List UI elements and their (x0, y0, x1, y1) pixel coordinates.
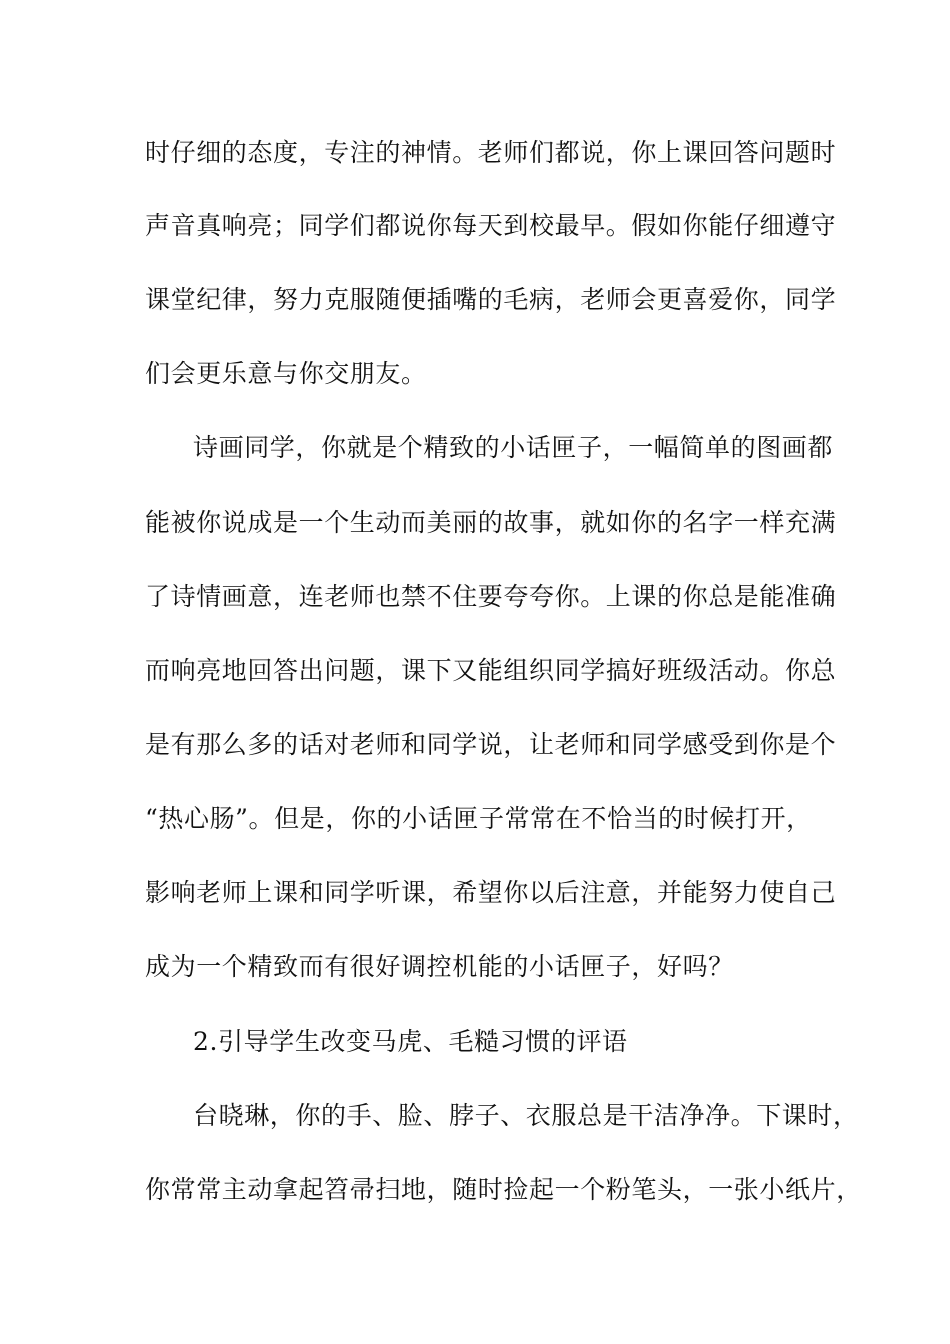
text-line: 时仔细的态度，专注的神情。老师们都说，你上课回答问题时 (145, 138, 837, 167)
text-line: 了诗情画意，连老师也禁不住要夸夸你。上课的你总是能准确 (145, 582, 837, 611)
text-line: 能被你说成是一个生动而美丽的故事，就如你的名字一样充满 (145, 508, 837, 537)
paragraph-start-line: 诗画同学，你就是个精致的小话匣子，一幅简单的图画都 (193, 433, 834, 462)
text-line: 声音真响亮；同学们都说你每天到校最早。假如你能仔细遵守 (145, 211, 837, 240)
text-line: 成为一个精致而有很好调控机能的小话匣子，好吗？ (145, 952, 734, 981)
text-line: 课堂纪律，努力克服随便插嘴的毛病，老师会更喜爱你，同学 (145, 285, 837, 314)
text-line: “热心肠”。但是，你的小话匣子常常在不恰当的时候打开， (145, 804, 812, 833)
text-line: 你常常主动拿起笤帚扫地，随时捡起一个粉笔头，一张小纸片， (145, 1175, 862, 1204)
text-line: 是有那么多的话对老师和同学说，让老师和同学感受到你是个 (145, 730, 837, 759)
text-line: 而响亮地回答出问题，课下又能组织同学搞好班级活动。你总 (145, 656, 837, 685)
text-line: 们会更乐意与你交朋友。 (145, 359, 427, 388)
text-line: 影响老师上课和同学听课，希望你以后注意，并能努力使自己 (145, 878, 837, 907)
section-heading: 2.引导学生改变马虎、毛糙习惯的评语 (193, 1027, 628, 1056)
paragraph-start-line: 台晓琳，你的手、脸、脖子、衣服总是干洁净净。下课时， (193, 1101, 859, 1130)
